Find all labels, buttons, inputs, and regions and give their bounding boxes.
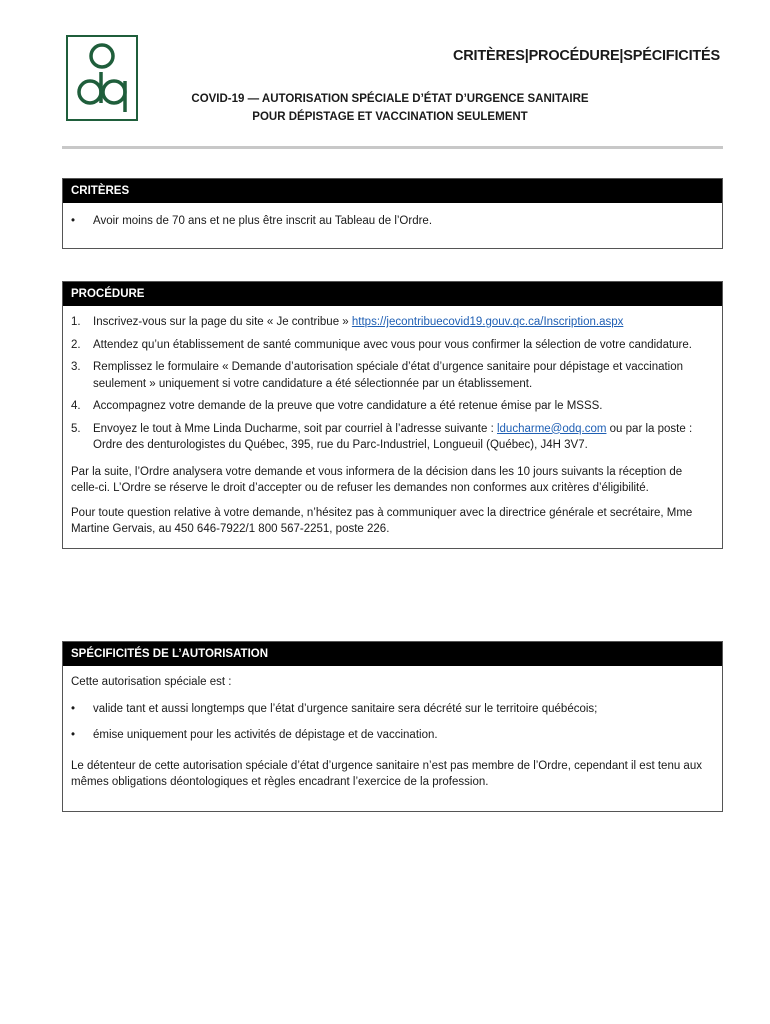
step-2-text: Attendez qu’un établissement de santé communique avec vous pour vous confirmer la sélection de votre candidature. [93,338,692,351]
jecontribue-link[interactable]: https://jecontribuecovid19.gouv.qc.ca/Inscription.aspx [351,316,624,328]
subtitle-line-1: COVID-19 — AUTORISATION SPÉCIALE D’ÉTAT D’URGENCE SANITAIRE [191,93,589,105]
step-number: 4. [71,400,81,412]
criteres-item-text: Avoir moins de 70 ans et ne plus être inscrit au Tableau de l’Ordre. [93,215,433,227]
specificites-intro: Cette autorisation spéciale est : [71,676,232,688]
criteres-section [62,178,723,249]
procedure-steps [71,314,712,454]
procedure-step-4 [71,398,712,415]
step-1-text: Inscrivez-vous sur la page du site « Je contribue » [93,316,352,328]
specificites-item [71,701,712,718]
odq-logo [66,35,138,121]
subtitle-line-2: POUR DÉPISTAGE ET VACCINATION SEULEMENT [252,111,528,123]
procedure-heading: PROCÉDURE [63,282,722,306]
step-3-text: Remplissez le formulaire « Demande d’autorisation spéciale d’état d’urgence sanitaire pour dépistage et vaccination seulement » uniquement si votre candidature a été sélectionnée par un établissement. [93,361,684,390]
specificites-closing-paragraph: Le détenteur de cette autorisation spéciale d’état d’urgence sanitaire n’est pas membre de l’Ordre, cependant il est tenu aux mêmes obligations déontologiques et règles encadrant l’exercice de la profession. [71,759,702,788]
step-5-text: Envoyez le tout à Mme Linda Ducharme, soit par courriel à l’adresse suivante : [93,422,497,435]
document-subtitle [150,90,630,126]
criteres-list [71,213,712,230]
specificites-section [62,641,723,812]
procedure-contact-paragraph: Pour toute question relative à votre demande, n’hésitez pas à communiquer avec la directrice générale et secrétaire, Mme Martine Gervais, au 450 646-7922/1 800 567-2251, poste 226. [71,506,693,535]
specificites-item-text: valide tant et aussi longtemps que l’état d’urgence sanitaire sera décrété sur le territoire québécois; [93,702,598,715]
document-title: CRITÈRES|PROCÉDURE|SPÉCIFICITÉS [453,48,720,64]
procedure-step-5 [71,421,712,454]
specificites-heading: SPÉCIFICITÉS DE L’AUTORISATION [63,642,722,666]
procedure-step-2 [71,337,712,354]
procedure-step-3 [71,359,712,392]
procedure-followup-paragraph: Par la suite, l’Ordre analysera votre demande et vous informera de la décision dans les 10 jours suivants la réception de celle-ci. L’Ordre se réserve le droit d’accepter ou de refuser les demandes non conformes aux critères d’éligibilité. [71,465,683,494]
email-link[interactable]: lducharme@odq.com [496,422,607,435]
specificites-list [71,701,712,744]
criteres-item [71,213,712,230]
bullet-icon: • [71,729,76,741]
header-divider [62,146,723,149]
step-number: 2. [71,338,81,351]
criteres-heading: CRITÈRES [63,179,722,203]
step-number: 1. [71,316,81,328]
step-5-address: ou par la poste : Ordre des denturologistes du Québec, 395, rue du Parc-Industriel, Longueuil (Québec), J4H 3V7. [93,422,693,451]
specificites-item-text: émise uniquement pour les activités de dépistage et de vaccination. [93,729,438,741]
step-4-text: Accompagnez votre demande de la preuve que votre candidature a été retenue émise par le MSSS. [93,400,603,412]
step-number: 3. [71,361,81,373]
procedure-section [62,281,723,549]
odq-logo-mark [72,40,132,116]
specificites-item [71,727,712,744]
step-number: 5. [71,422,81,435]
bullet-icon: • [71,215,76,227]
procedure-step-1 [71,314,712,331]
bullet-icon: • [71,702,76,715]
